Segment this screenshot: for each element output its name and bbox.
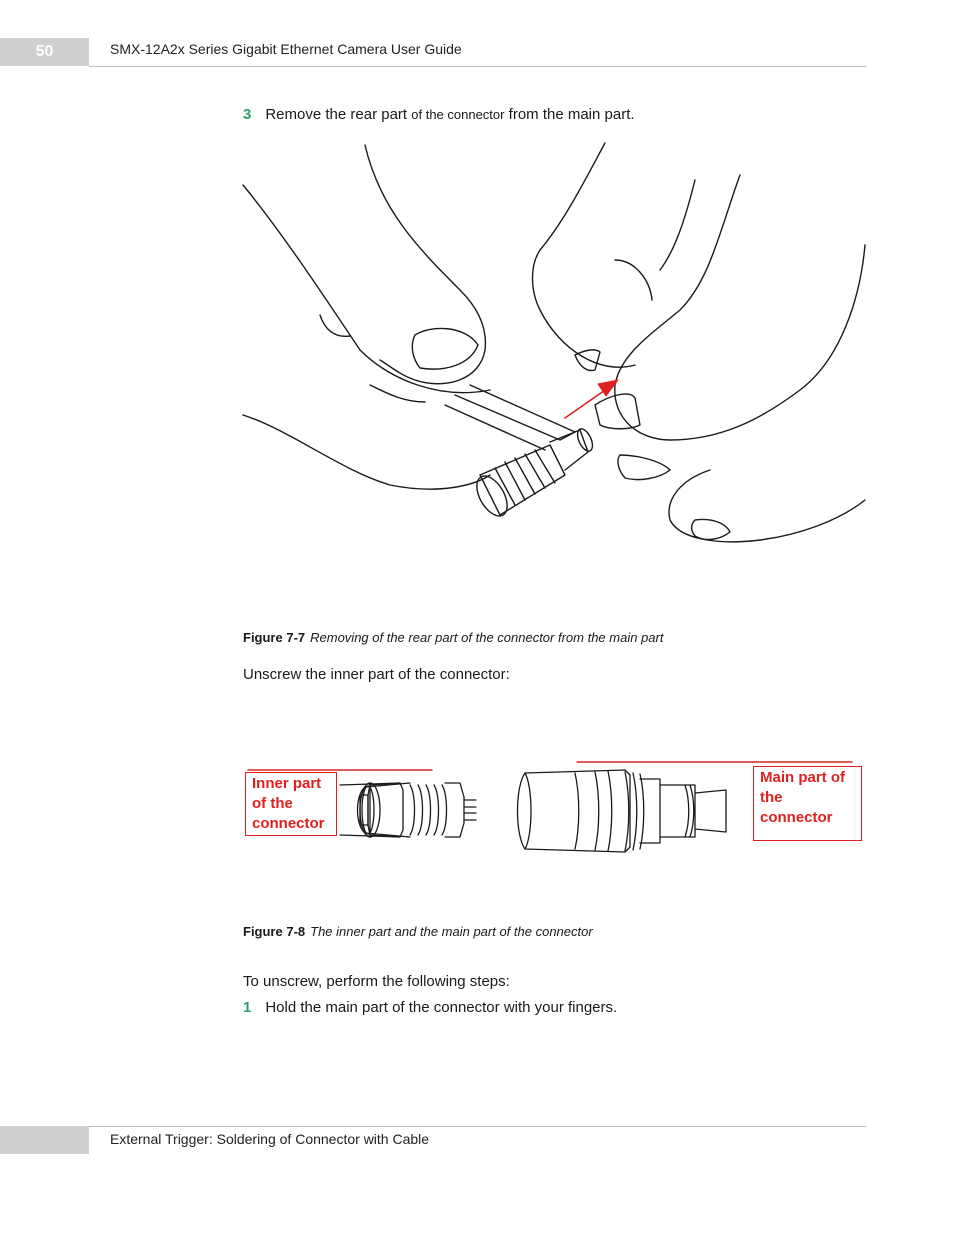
step-3: [243, 106, 635, 123]
inner-part-threads: [410, 785, 447, 835]
figure-caption-text: The inner part and the main part of the connector: [310, 924, 593, 939]
left-index-outline: [365, 145, 485, 384]
inner-part-body: [360, 783, 403, 837]
inner-part-sleeve: [358, 783, 411, 837]
page-number: 50: [35, 43, 54, 60]
figure-7-8-caption: [243, 924, 593, 939]
step-text-c: from the main part.: [504, 106, 635, 123]
step-text-b: of the connector: [411, 107, 505, 122]
main-part-bands: [575, 771, 612, 851]
callout-inner-part: [245, 772, 337, 836]
left-knuckle: [320, 315, 425, 402]
inner-part-front: [445, 783, 464, 837]
header-rule: [89, 66, 866, 67]
connector-face: [471, 471, 514, 521]
direction-arrow-line: [565, 388, 608, 418]
right-thumbnail: [618, 455, 670, 480]
figure-caption-text: Removing of the rear part of the connector from the main part: [310, 630, 664, 645]
callout-main-line-2: the: [760, 789, 783, 806]
footer-rule: [89, 1126, 866, 1127]
right-lower-nail: [692, 520, 730, 540]
connector-tip-end: [574, 427, 595, 454]
footer-tab: [0, 1126, 89, 1154]
figure-7-7-illustration: [240, 140, 870, 560]
main-part-shell: [518, 770, 631, 852]
main-part-face: [525, 773, 531, 849]
step-1: [243, 999, 617, 1016]
main-part-ring: [660, 785, 695, 837]
callout-inner-line-2: of the: [252, 795, 293, 812]
callout-main-part: [753, 766, 862, 841]
callout-main-line-1: Main part of: [760, 769, 845, 786]
intro-paragraph: Unscrew the inner part of the connector:: [243, 666, 510, 683]
step-number: 3: [243, 106, 252, 123]
inner-part-pins: [464, 800, 476, 820]
connector-rings: [495, 450, 555, 505]
footer-section-title: External Trigger: Soldering of Connector with Cable: [110, 1131, 430, 1147]
callout-inner-line-3: connector: [252, 815, 325, 832]
left-thumb-outline: [243, 185, 490, 393]
figure-label: Figure 7-8: [243, 924, 306, 939]
figure-label: Figure 7-7: [243, 630, 306, 645]
right-tip: [595, 394, 640, 429]
figure-7-7-caption: [243, 630, 663, 645]
right-lower-finger: [669, 470, 865, 542]
connector-body: [480, 445, 565, 515]
right-small-nail: [575, 350, 600, 371]
step-text: Hold the main part of the connector with your fingers.: [265, 999, 618, 1016]
callout-main-line-3: connector: [760, 809, 833, 826]
right-index-outline: [533, 143, 636, 367]
rod: [455, 385, 575, 440]
document-title: SMX-12A2x Series Gigabit Ethernet Camera User Guide: [110, 41, 462, 57]
right-thumb-outline: [615, 175, 865, 440]
main-part-threads: [625, 772, 644, 851]
step-number: 1: [243, 999, 252, 1016]
step-text-a: Remove the rear part: [265, 106, 412, 123]
connector-tip: [550, 430, 588, 470]
callout-inner-line-1: Inner part: [252, 775, 322, 792]
main-part-tip: [695, 790, 726, 832]
steps-intro: To unscrew, perform the following steps:: [243, 973, 510, 990]
right-middle-finger: [615, 180, 695, 300]
left-lower-hand: [243, 415, 490, 489]
left-thumbnail: [412, 328, 478, 369]
